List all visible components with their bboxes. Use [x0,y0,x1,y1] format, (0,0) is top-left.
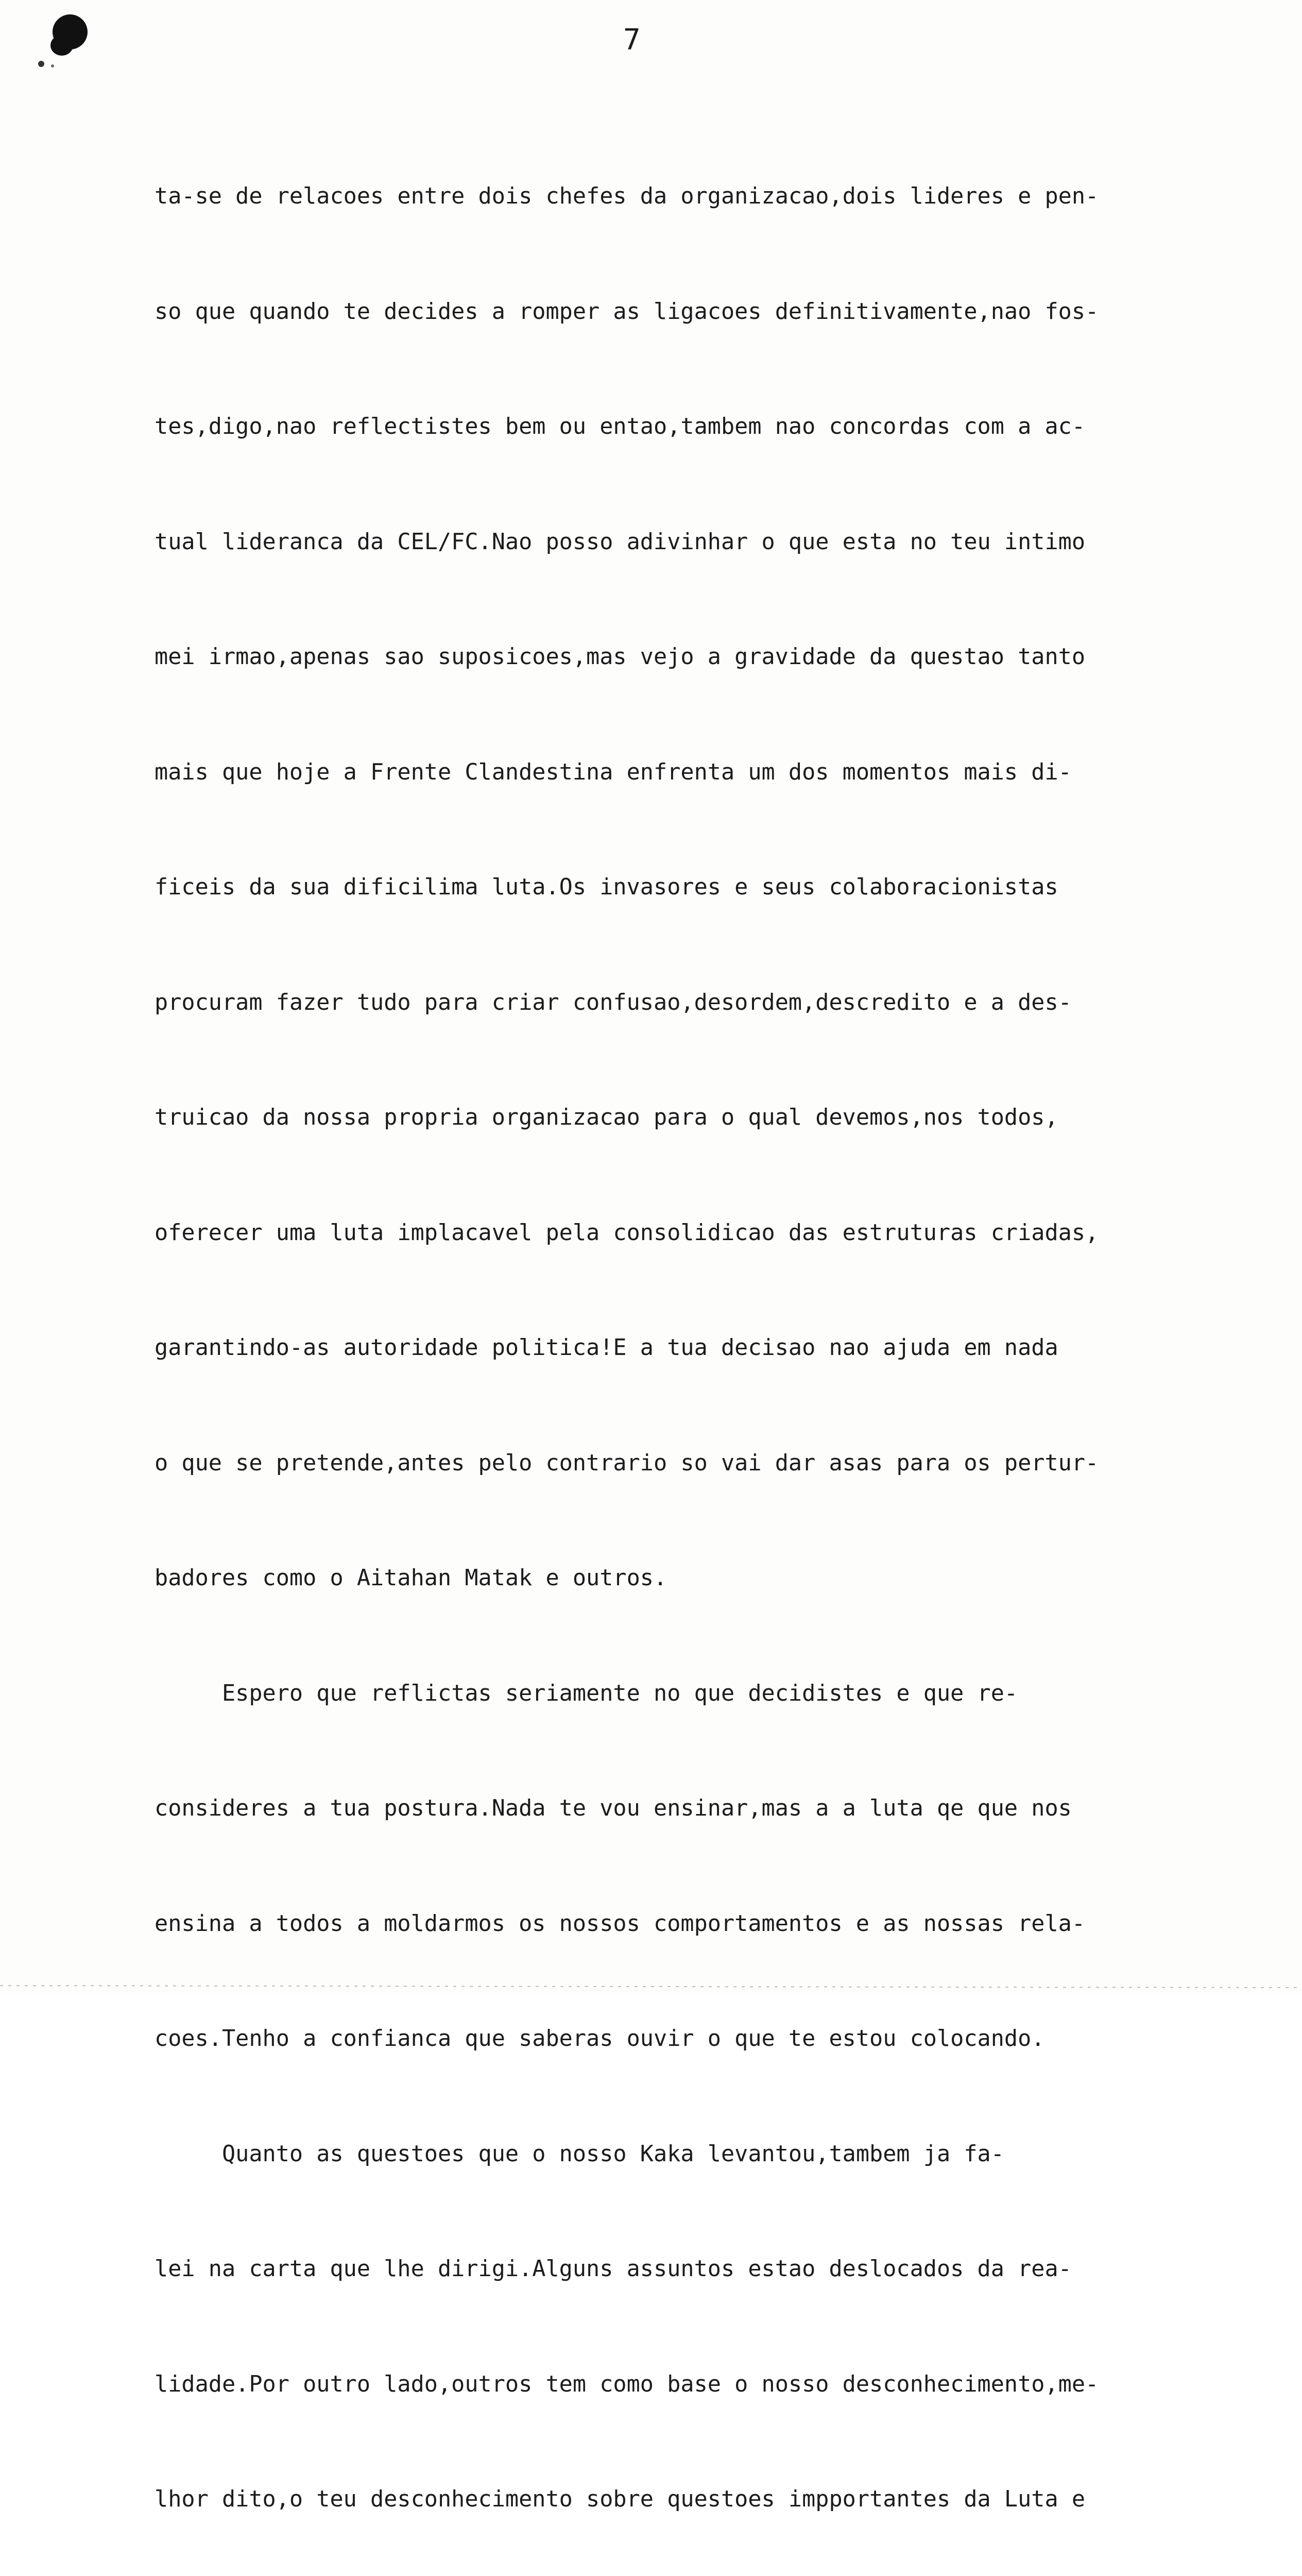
text-line: mei irmao,apenas sao suposicoes,mas vejo a gravidade da questao tanto [155,644,1086,670]
text-line: mais que hoje a Frente Clandestina enfrenta um dos momentos mais di- [155,759,1072,785]
text-line: so que quando te decides a romper as ligacoes definitivamente,nao fos- [155,298,1099,325]
text-line: ta-se de relacoes entre dois chefes da organizacao,dois lideres e pen- [155,183,1099,209]
text-line: procuram fazer tudo para criar confusao,desordem,descredito e a des- [155,989,1072,1015]
page-number: 7 [623,23,641,57]
text-line: lei na carta que lhe dirigi.Alguns assuntos estao deslocados da rea- [155,2256,1072,2282]
letter-body [155,100,1272,2576]
text-line: coes.Tenho a confianca que saberas ouvir o que te estou colocando. [155,2026,1045,2052]
text-line: oferecer uma luta implacavel pela consolidicao das estruturas criadas, [155,1219,1099,1246]
text-line: truicao da nossa propria organizacao para o qual devemos,nos todos, [155,1105,1058,1130]
text-line: lidade.Por outro lado,outros tem como base o nosso desconhecimento,me- [155,2371,1099,2397]
text-line: Espero que reflictas seriamente no que decidistes e que re- [155,1680,1018,1706]
text-line: garantindo-as autoridade politica!E a tua decisao nao ajuda em nada [155,1335,1058,1361]
text-line: tual lideranca da CEL/FC.Nao posso adivinhar o que esta no teu intimo [155,529,1086,555]
scan-bottom-edge [0,1978,1302,1994]
text-line: lhor dito,o teu desconhecimento sobre questoes impportantes da Luta e [155,2486,1086,2512]
text-line: consideres a tua postura.Nada te vou ensinar,mas a a luta qe que nos [155,1795,1072,1821]
ink-blot-mark [30,9,96,75]
text-line: tes,digo,nao reflectistes bem ou entao,tambem nao concordas com a ac- [155,414,1086,439]
text-line: o que se pretende,antes pelo contrario so vai dar asas para os pertur- [155,1450,1099,1476]
text-line: ficeis da sua dificilima luta.Os invasores e seus colaboracionistas [155,874,1058,900]
text-line: Quanto as questoes que o nosso Kaka levantou,tambem ja fa- [155,2141,1004,2167]
text-line: badores como o Aitahan Matak e outros. [155,1565,667,1591]
text-line: ensina a todos a moldarmos os nossos comportamentos e as nossas rela- [155,1910,1086,1937]
